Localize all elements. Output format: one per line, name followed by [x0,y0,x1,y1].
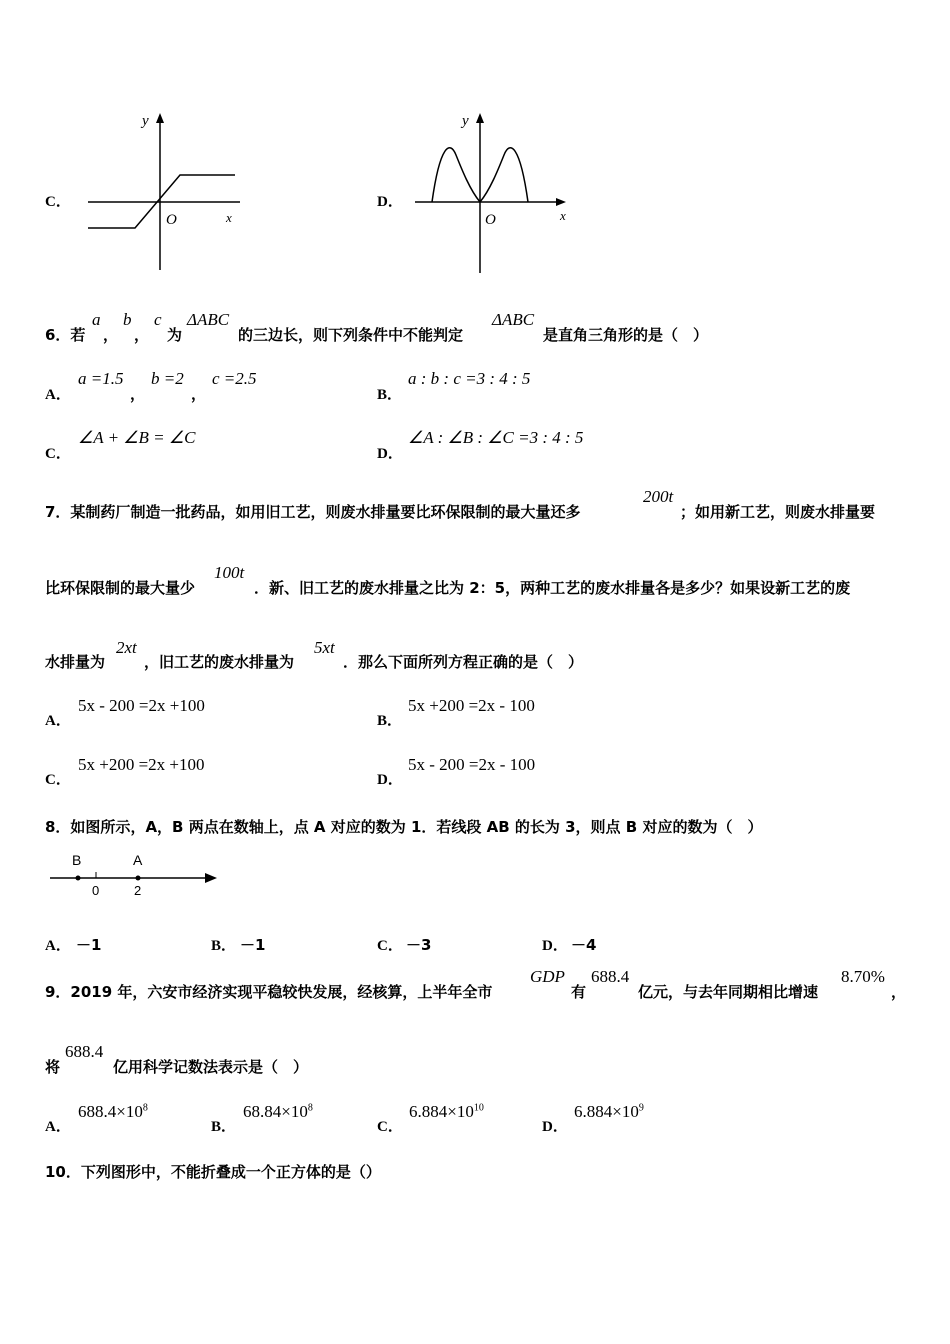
q7-option-a-label: A． [45,713,71,729]
point-a-label: A [133,852,143,868]
q9-you: 有 [571,983,587,1001]
q7-option-d-label: D． [377,772,403,788]
q6-number: 6．若 [45,326,86,344]
q7-value-200t: 200t [643,487,674,506]
q8-option-c-label: C． [377,938,403,954]
graph-c-x-label: x [226,210,232,225]
q7-line3-c: ．那么下面所列方程正确的是（ ） [343,653,584,671]
number-line-arrow [205,873,217,883]
q6-option-c-label: C． [45,446,71,462]
point-a [136,876,141,881]
graph-c-y-label: y [142,113,149,129]
q6-sep1: ， [103,326,119,344]
q8-option-a-text: －1 [76,936,102,954]
q8-option-b-text: －1 [240,936,266,954]
q9-option-d-label: D． [542,1119,568,1135]
q9-option-b-text: $68.84\times 10^8$ [243,1102,313,1121]
q6-triangle-2: ΔABC [492,310,535,329]
point-b [76,876,81,881]
q8-option-d-text: －4 [571,936,597,954]
q7-option-c-text: 5x +200 =2x +100 [78,755,205,774]
graph-d [410,105,580,280]
graph-d-y-arrow [476,113,484,123]
graph-d-origin-label: O [485,212,496,228]
q7-line1-b: ；如用新工艺，则废水排量要 [680,503,876,521]
q9-option-c-label: C． [377,1119,403,1135]
q9-option-a-text: $688.4\times 10^8$ [78,1102,148,1121]
option-d-label: D． [377,194,403,210]
q6-option-a-part3: c =2.5 [212,369,257,388]
graph-c-y-arrow [156,113,164,123]
q9-line2-b: 亿用科学记数法表示是（ ） [113,1058,309,1076]
q7-option-b-text: 5x +200 =2x - 100 [408,696,535,715]
q9-option-c-text: $6.884\times 10^{10}$ [409,1102,484,1121]
graph-d-x-label: x [560,208,566,223]
q9-value-688-b: 688.4 [65,1042,104,1061]
q9-percent: 8.70% [841,967,885,986]
q6-var-c: c [154,310,162,329]
q8-number-line [45,848,225,900]
graph-d-y-label: y [462,113,469,129]
q7-line2-b: ．新、旧工艺的废水排量之比为 2：5，两种工艺的废水排量各是多少？如果设新工艺的废 [254,579,851,597]
q7-line3-b: ，旧工艺的废水排量为 [144,653,295,671]
q7-option-d-text: 5x - 200 =2x - 100 [408,755,536,774]
q8-option-c-text: －3 [406,936,432,954]
q9-gdp: GDP [530,967,565,986]
q6-tail-text: 是直角三角形的是（ ） [543,326,709,344]
q6-mid-text: 的三边长，则下列条件中不能判定 [238,326,464,344]
q7-value-5xt: 5xt [314,638,335,657]
q9-option-a-label: A． [45,1119,71,1135]
q6-var-b: b [123,310,132,329]
q9-line1-b: 亿元，与去年同期相比增速 [638,983,819,1001]
q6-option-d-label: D． [377,446,403,462]
q7-value-100t: 100t [214,563,245,582]
graph-c [80,105,250,280]
graph-c-origin-label: O [166,212,177,228]
q6-option-c-text: ∠A + ∠B = ∠C [78,428,196,447]
option-c-label: C． [45,194,71,210]
tick-two-label: 2 [134,883,142,898]
q6-option-a-part2: b =2 [151,369,184,388]
q6-sep2: ， [134,326,150,344]
q7-line2-a: 比环保限制的最大量少 [45,579,196,597]
q9-comma: ， [891,983,907,1001]
q7-option-c-label: C． [45,772,71,788]
q6-option-a-part1: a =1.5 [78,369,124,388]
q6-option-d-text: ∠A : ∠B : ∠C =3 : 4 : 5 [408,428,584,447]
q7-option-b-label: B． [377,713,403,729]
q7-line1-a: 7．某制药厂制造一批药品，如用旧工艺，则废水排量要比环保限制的最大量还多 [45,503,581,521]
q9-option-b-label: B． [211,1119,237,1135]
q6-option-b-text: a : b : c =3 : 4 : 5 [408,369,531,388]
q8-text: 8．如图所示，A，B 两点在数轴上，点 A 对应的数为 1．若线段 AB 的长为 3，则点 B 对应的数为（ ） [45,818,763,836]
q8-option-a-label: A． [45,938,71,954]
q7-line3-a: 水排量为 [45,653,106,671]
q6-wei: 为 [167,326,183,344]
q9-line1-a: 9．2019 年，六安市经济实现平稳较快发展，经核算，上半年全市 [45,983,493,1001]
graph-d-x-arrow [556,198,566,206]
q9-option-d-text: $6.884\times 10^9$ [574,1102,644,1121]
q10-text: 10．下列图形中，不能折叠成一个正方体的是（） [45,1163,381,1181]
q7-value-2xt: 2xt [116,638,137,657]
tick-zero-label: 0 [92,883,100,898]
point-b-label: B [72,852,82,868]
q9-value-688: 688.4 [591,967,630,986]
q7-option-a-text: 5x - 200 =2x +100 [78,696,205,715]
q6-option-a-sep2: ， [191,385,207,403]
q6-option-a-label: A． [45,387,71,403]
q8-option-d-label: D． [542,938,568,954]
q6-option-a-sep1: ， [130,385,146,403]
q6-option-b-label: B． [377,387,403,403]
q9-line2-a: 将 [45,1058,61,1076]
q6-triangle-1: ΔABC [187,310,230,329]
q6-var-a: a [92,310,101,329]
q8-option-b-label: B． [211,938,237,954]
